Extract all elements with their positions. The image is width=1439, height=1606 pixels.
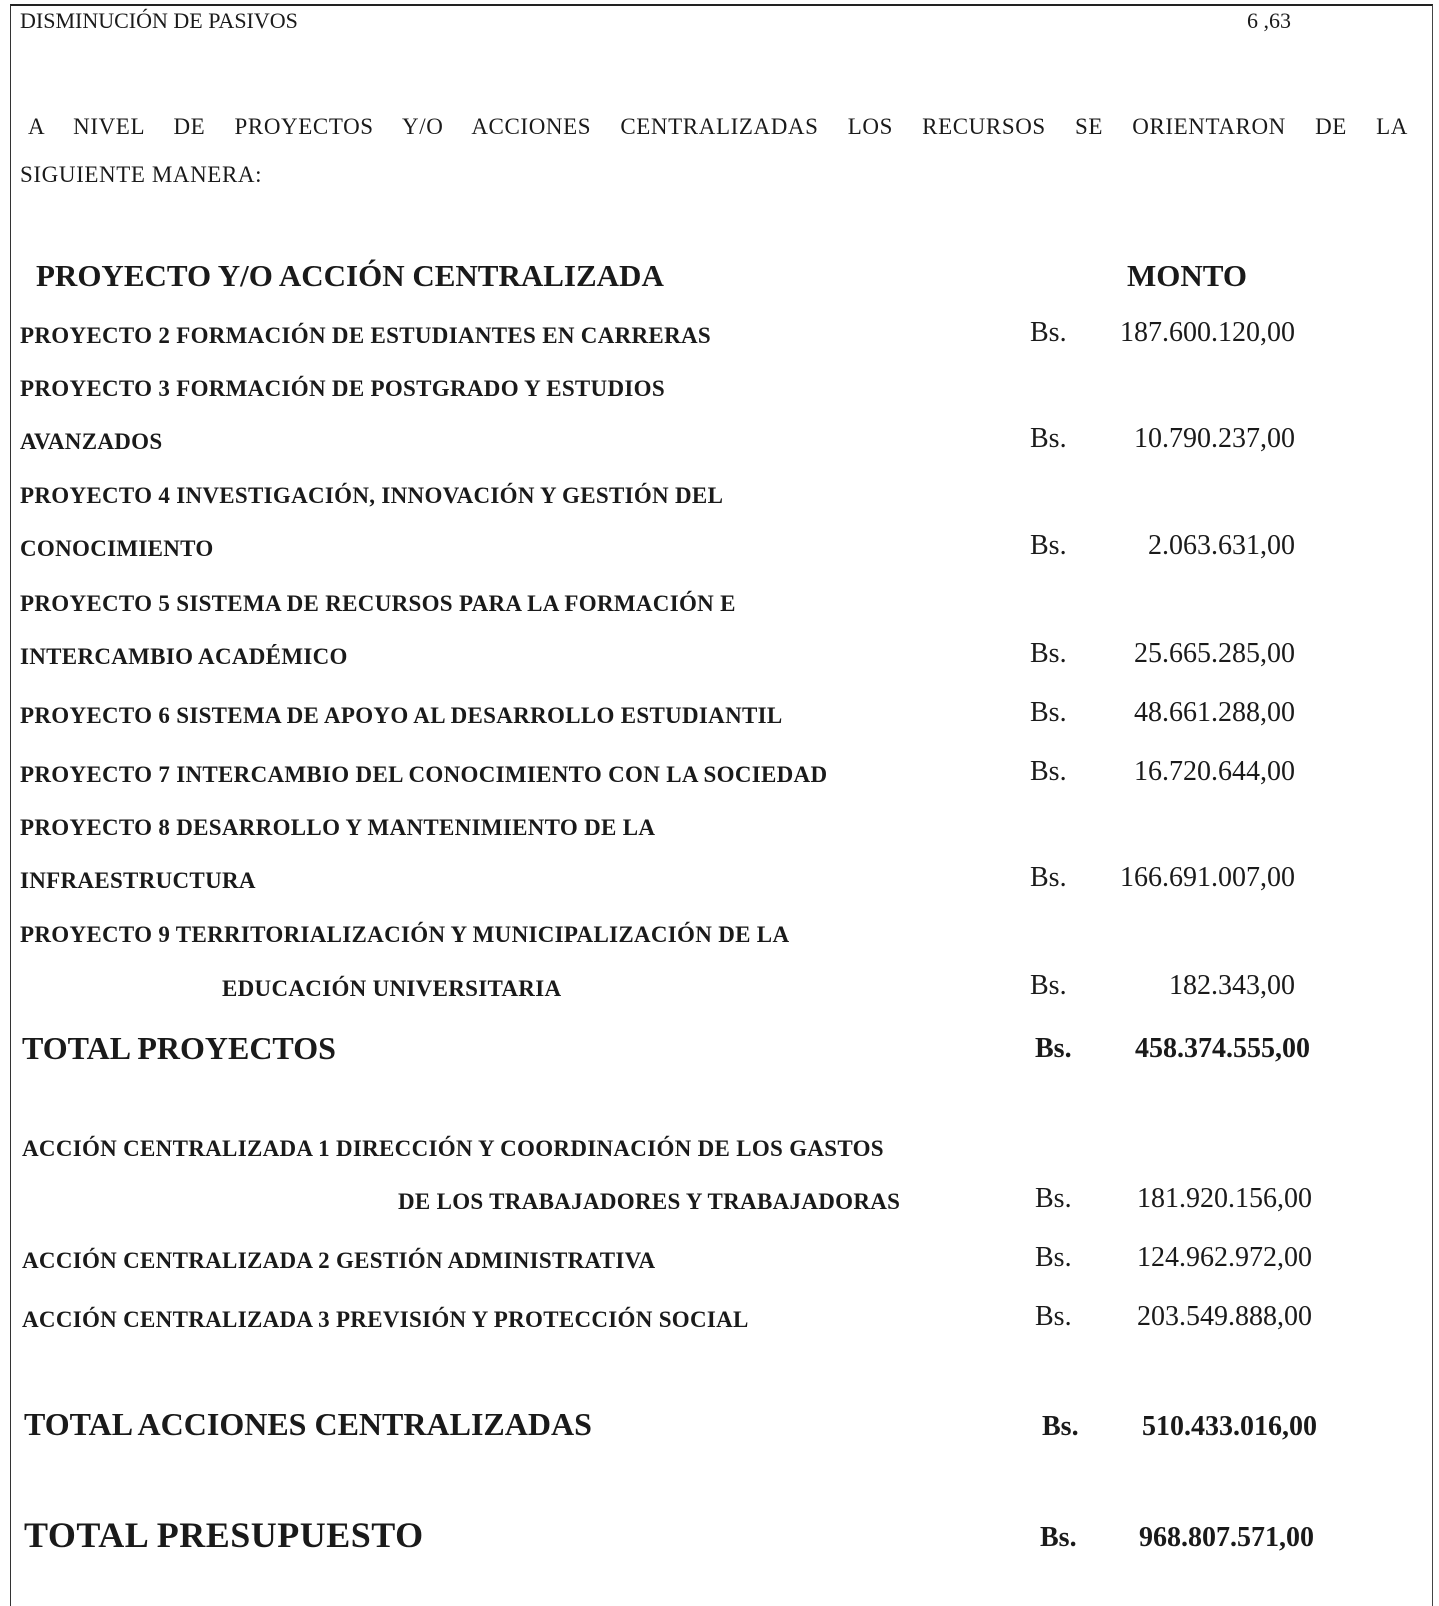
action-amount: 124.962.972,00 bbox=[1137, 1242, 1312, 1273]
project-name: PROYECTO 6 SISTEMA DE APOYO AL DESARROLLO ESTUDIANTIL bbox=[20, 703, 783, 728]
header-value: 6 ,63 bbox=[1247, 8, 1291, 33]
total-projects-amount: 458.374.555,00 bbox=[1135, 1033, 1310, 1064]
column-header-project: PROYECTO Y/O ACCIÓN CENTRALIZADA bbox=[36, 258, 664, 293]
currency-label: Bs. bbox=[1030, 530, 1067, 561]
project-amount: 25.665.285,00 bbox=[1134, 638, 1295, 669]
project-amount: 16.720.644,00 bbox=[1134, 756, 1295, 787]
project-amount: 187.600.120,00 bbox=[1120, 317, 1295, 348]
project-name: PROYECTO 5 SISTEMA DE RECURSOS PARA LA FORMACIÓN E bbox=[20, 591, 736, 616]
project-name: PROYECTO 2 FORMACIÓN DE ESTUDIANTES EN CARRERAS bbox=[20, 323, 711, 348]
currency-label: Bs. bbox=[1042, 1411, 1079, 1442]
total-projects-label: TOTAL PROYECTOS bbox=[22, 1030, 336, 1066]
header-title: DISMINUCIÓN DE PASIVOS bbox=[20, 8, 298, 33]
currency-label: Bs. bbox=[1030, 697, 1067, 728]
total-actions-label: TOTAL ACCIONES CENTRALIZADAS bbox=[24, 1406, 592, 1442]
project-name: PROYECTO 7 INTERCAMBIO DEL CONOCIMIENTO CON LA SOCIEDAD bbox=[20, 762, 828, 787]
project-name: PROYECTO 8 DESARROLLO Y MANTENIMIENTO DE LA bbox=[20, 815, 656, 840]
currency-label: Bs. bbox=[1030, 862, 1067, 893]
intro-line-2: SIGUIENTE MANERA: bbox=[20, 162, 263, 187]
total-budget-amount: 968.807.571,00 bbox=[1139, 1522, 1314, 1553]
project-name: PROYECTO 9 TERRITORIALIZACIÓN Y MUNICIPALIZACIÓN DE LA bbox=[20, 922, 790, 947]
currency-label: Bs. bbox=[1035, 1301, 1072, 1332]
total-actions-amount: 510.433.016,00 bbox=[1142, 1411, 1317, 1442]
currency-label: Bs. bbox=[1030, 317, 1067, 348]
project-name-continued: INTERCAMBIO ACADÉMICO bbox=[20, 644, 348, 669]
action-amount: 181.920.156,00 bbox=[1137, 1183, 1312, 1214]
page-border bbox=[10, 4, 1433, 1606]
action-name-continued: DE LOS TRABAJADORES Y TRABAJADORAS bbox=[398, 1189, 901, 1214]
project-amount: 182.343,00 bbox=[1169, 970, 1295, 1001]
project-amount: 2.063.631,00 bbox=[1148, 530, 1295, 561]
project-name: PROYECTO 4 INVESTIGACIÓN, INNOVACIÓN Y GESTIÓN DEL bbox=[20, 483, 724, 508]
project-amount: 10.790.237,00 bbox=[1134, 423, 1295, 454]
project-name-continued: INFRAESTRUCTURA bbox=[20, 868, 256, 893]
action-name: ACCIÓN CENTRALIZADA 2 GESTIÓN ADMINISTRATIVA bbox=[22, 1248, 656, 1273]
total-budget-label: TOTAL PRESUPUESTO bbox=[24, 1515, 424, 1555]
currency-label: Bs. bbox=[1030, 756, 1067, 787]
column-header-amount: MONTO bbox=[1127, 258, 1247, 293]
currency-label: Bs. bbox=[1035, 1242, 1072, 1273]
currency-label: Bs. bbox=[1030, 970, 1067, 1001]
action-amount: 203.549.888,00 bbox=[1137, 1301, 1312, 1332]
project-amount: 166.691.007,00 bbox=[1120, 862, 1295, 893]
currency-label: Bs. bbox=[1030, 638, 1067, 669]
currency-label: Bs. bbox=[1040, 1522, 1077, 1553]
intro-line-1: A NIVEL DE PROYECTOS Y/O ACCIONES CENTRALIZADAS LOS RECURSOS SE ORIENTARON DE LA bbox=[28, 114, 1408, 139]
project-amount: 48.661.288,00 bbox=[1134, 697, 1295, 728]
action-name: ACCIÓN CENTRALIZADA 1 DIRECCIÓN Y COORDINACIÓN DE LOS GASTOS bbox=[22, 1136, 884, 1161]
currency-label: Bs. bbox=[1030, 423, 1067, 454]
action-name: ACCIÓN CENTRALIZADA 3 PREVISIÓN Y PROTECCIÓN SOCIAL bbox=[22, 1307, 749, 1332]
currency-label: Bs. bbox=[1035, 1183, 1072, 1214]
project-name-continued: EDUCACIÓN UNIVERSITARIA bbox=[222, 976, 562, 1001]
currency-label: Bs. bbox=[1035, 1033, 1072, 1064]
project-name-continued: CONOCIMIENTO bbox=[20, 536, 214, 561]
project-name-continued: AVANZADOS bbox=[20, 429, 163, 454]
project-name: PROYECTO 3 FORMACIÓN DE POSTGRADO Y ESTUDIOS bbox=[20, 376, 665, 401]
